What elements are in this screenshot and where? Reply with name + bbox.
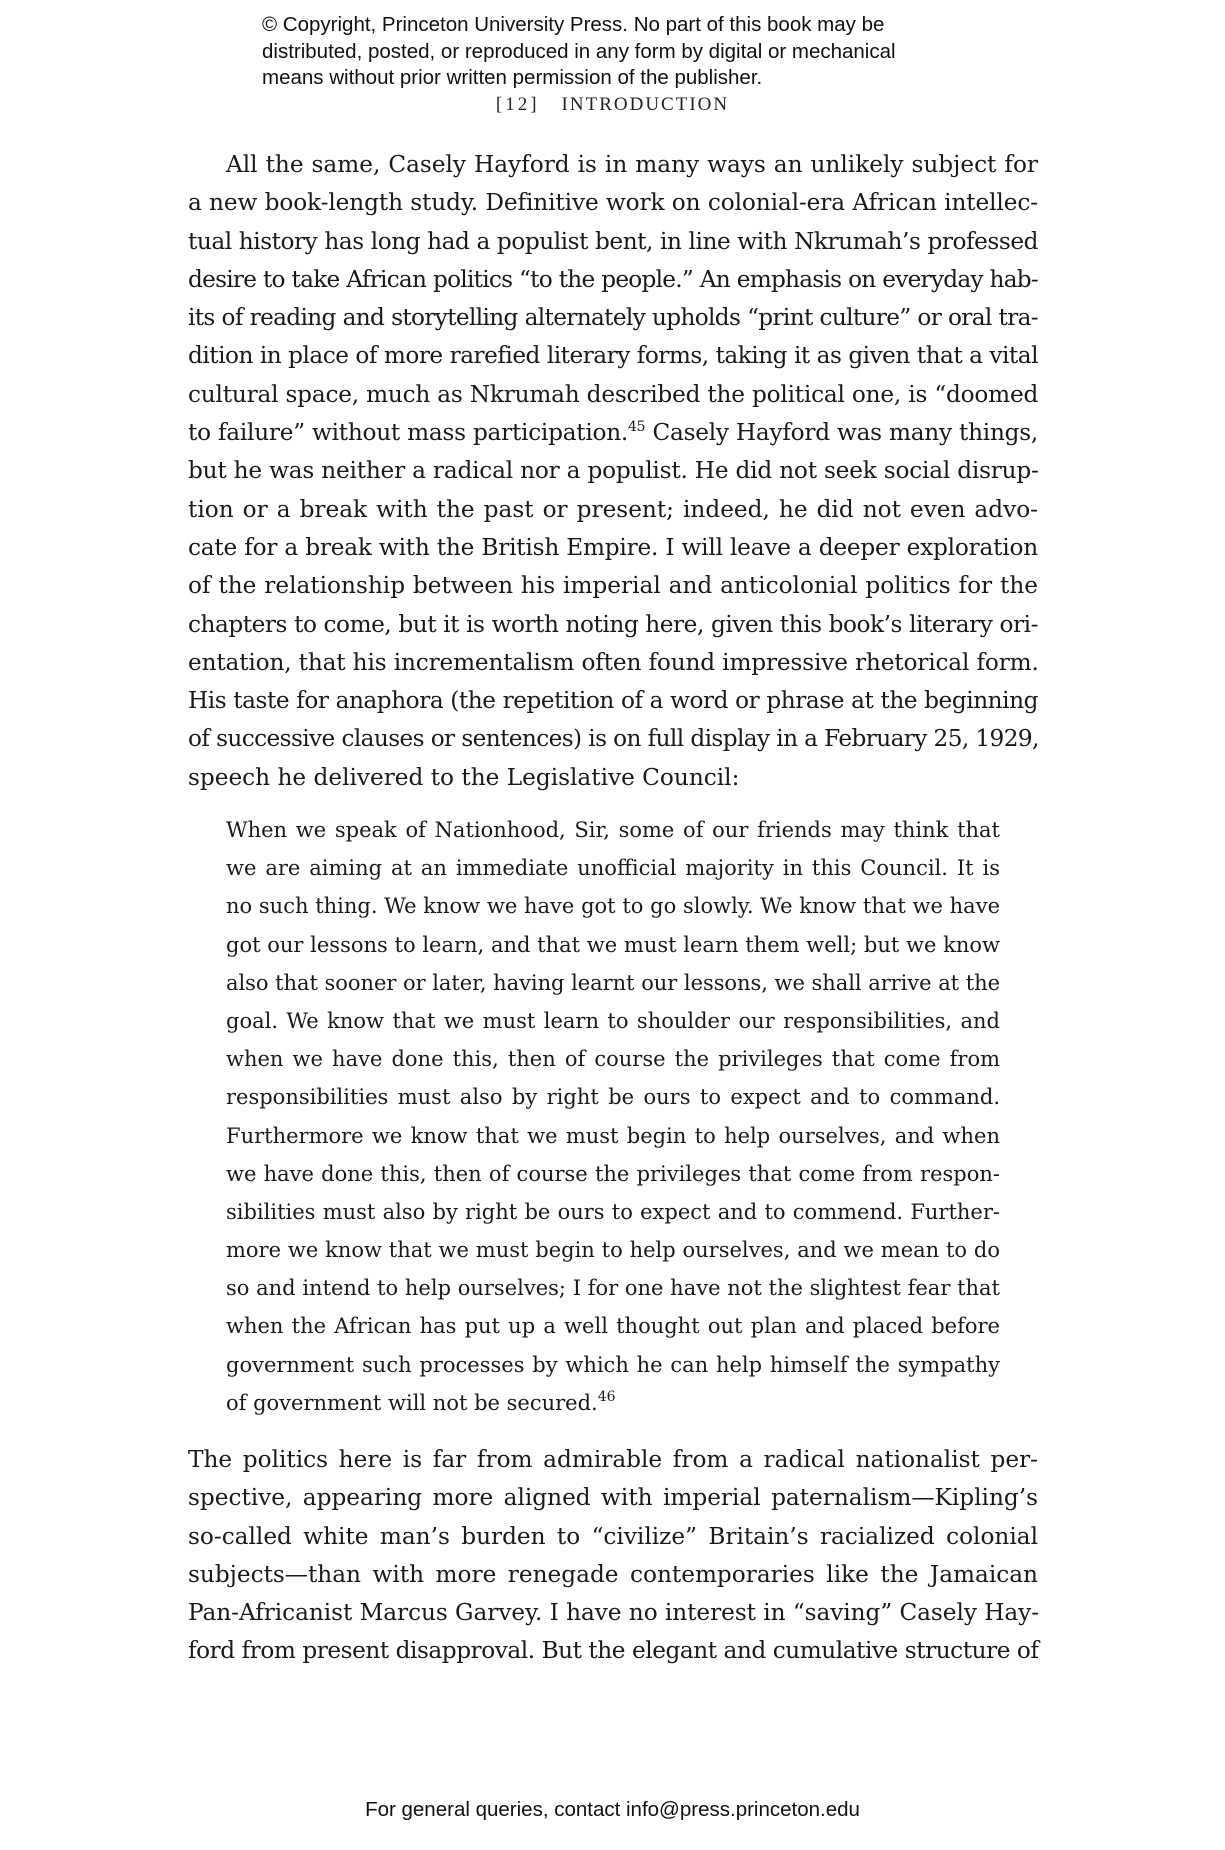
- text-line: ford from present disapproval. But the elegant and cumulative structure of: [188, 1637, 1039, 1665]
- copyright-line: distributed, posted, or reproduced in any form by digital or mechanical: [262, 39, 896, 63]
- text-line: of the relationship between his imperial and anticolonial politics for the: [188, 572, 1038, 600]
- text-line: The politics here is far from admirable from a radical nationalist per-: [188, 1446, 1038, 1473]
- paragraph: [188, 1441, 1038, 1671]
- text-segment: Casely Hayford was many things,: [645, 419, 1038, 447]
- text-line: a new book-length study. Definitive work on colonial-era African intellec-: [188, 189, 1038, 217]
- text-line: its of reading and storytelling alternately upholds “print culture” or oral tra-: [188, 304, 1038, 332]
- text-line: speech he delivered to the Legislative Council:: [188, 763, 740, 791]
- text-line: spective, appearing more aligned with imperial paternalism—Kipling’s: [188, 1484, 1038, 1512]
- footnote-ref: 45: [628, 419, 646, 436]
- quote-line: responsibilities must also by right be ours to expect and to command.: [226, 1085, 1000, 1110]
- quote-line: we have done this, then of course the privileges that come from respon-: [226, 1161, 1000, 1186]
- quote-line: more we know that we must begin to help ourselves, and we mean to do: [226, 1238, 1000, 1263]
- quote-line: goal. We know that we must learn to shoulder our responsibilities, and: [226, 1008, 1000, 1033]
- footnote-ref: 46: [597, 1388, 616, 1405]
- running-head: [0, 94, 1225, 116]
- text-line: so-called white man’s burden to “civilize” Britain’s racialized colonial: [188, 1522, 1038, 1550]
- text-line: desire to take African politics “to the people.” An emphasis on everyday hab-: [188, 265, 1038, 293]
- quote-line: When we speak of Nationhood, Sir, some of our friends may think that: [226, 818, 1000, 842]
- paragraph: [188, 146, 1038, 797]
- quote-line: Furthermore we know that we must begin to help ourselves, and when: [226, 1123, 1000, 1148]
- text-segment: to failure” without mass participation.: [188, 419, 629, 447]
- text-line: His taste for anaphora (the repetition of a word or phrase at the beginning: [188, 687, 1038, 715]
- copyright-line: © Copyright, Princeton University Press. No part of this book may be: [262, 13, 885, 36]
- copyright-line: means without prior written permission of the publisher.: [262, 66, 763, 89]
- page-number: [12]: [495, 94, 540, 115]
- text-line: subjects—than with more renegade contemporaries like the Jamaican: [188, 1560, 1038, 1588]
- text-line: Pan-Africanist Marcus Garvey. I have no interest in “saving” Casely Hay-: [188, 1599, 1039, 1627]
- text-line: chapters to come, but it is worth noting here, given this book’s literary ori-: [188, 610, 1038, 638]
- text-line: All the same, Casely Hayford is in many ways an unlikely subject for: [226, 151, 1038, 178]
- quote-line: when the African has put up a well thought out plan and placed before: [226, 1314, 1000, 1339]
- text-line: but he was neither a radical nor a populist. He did not seek social disrup-: [188, 457, 1039, 485]
- text-line: entation, that his incrementalism often found impressive rhetorical form.: [188, 648, 1039, 676]
- quote-line: sibilities must also by right be ours to expect and to commend. Further-: [226, 1199, 1000, 1224]
- text-line: tual history has long had a populist bent, in line with Nkrumah’s professed: [188, 227, 1038, 255]
- block-quote: [226, 811, 1000, 1422]
- text-line: tion or a break with the past or present; indeed, he did not even advo-: [188, 495, 1038, 523]
- quote-line: got our lessons to learn, and that we must learn them well; but we know: [226, 932, 1000, 957]
- quote-line: when we have done this, then of course the privileges that come from: [226, 1047, 1000, 1072]
- quote-line: so and intend to help ourselves; I for one have not the slightest fear that: [226, 1276, 1000, 1301]
- text-line: cate for a break with the British Empire. I will leave a deeper exploration: [188, 533, 1038, 561]
- text-line: cultural space, much as Nkrumah described the political one, is “doomed: [188, 380, 1039, 408]
- copyright-notice: [262, 12, 1022, 92]
- footer-contact: For general queries, contact info@press.princeton.edu: [365, 1798, 860, 1821]
- quote-line: we are aiming at an immediate unofficial majority in this Council. It is: [226, 856, 1000, 881]
- text-line: dition in place of more rarefied literary forms, taking it as given that a vital: [188, 342, 1038, 370]
- text-line: [188, 414, 1038, 452]
- quote-line: [226, 1384, 1000, 1422]
- section-title: INTRODUCTION: [561, 94, 730, 115]
- quote-line: also that sooner or later, having learnt our lessons, we shall arrive at the: [226, 970, 1000, 995]
- text-segment: of government will not be secured.: [226, 1390, 598, 1415]
- quote-line: government such processes by which he can help himself the sympathy: [226, 1352, 1000, 1377]
- text-line: of successive clauses or sentences) is on full display in a February 25, 1929,: [188, 725, 1039, 753]
- quote-line: no such thing. We know we have got to go slowly. We know that we have: [226, 894, 1000, 919]
